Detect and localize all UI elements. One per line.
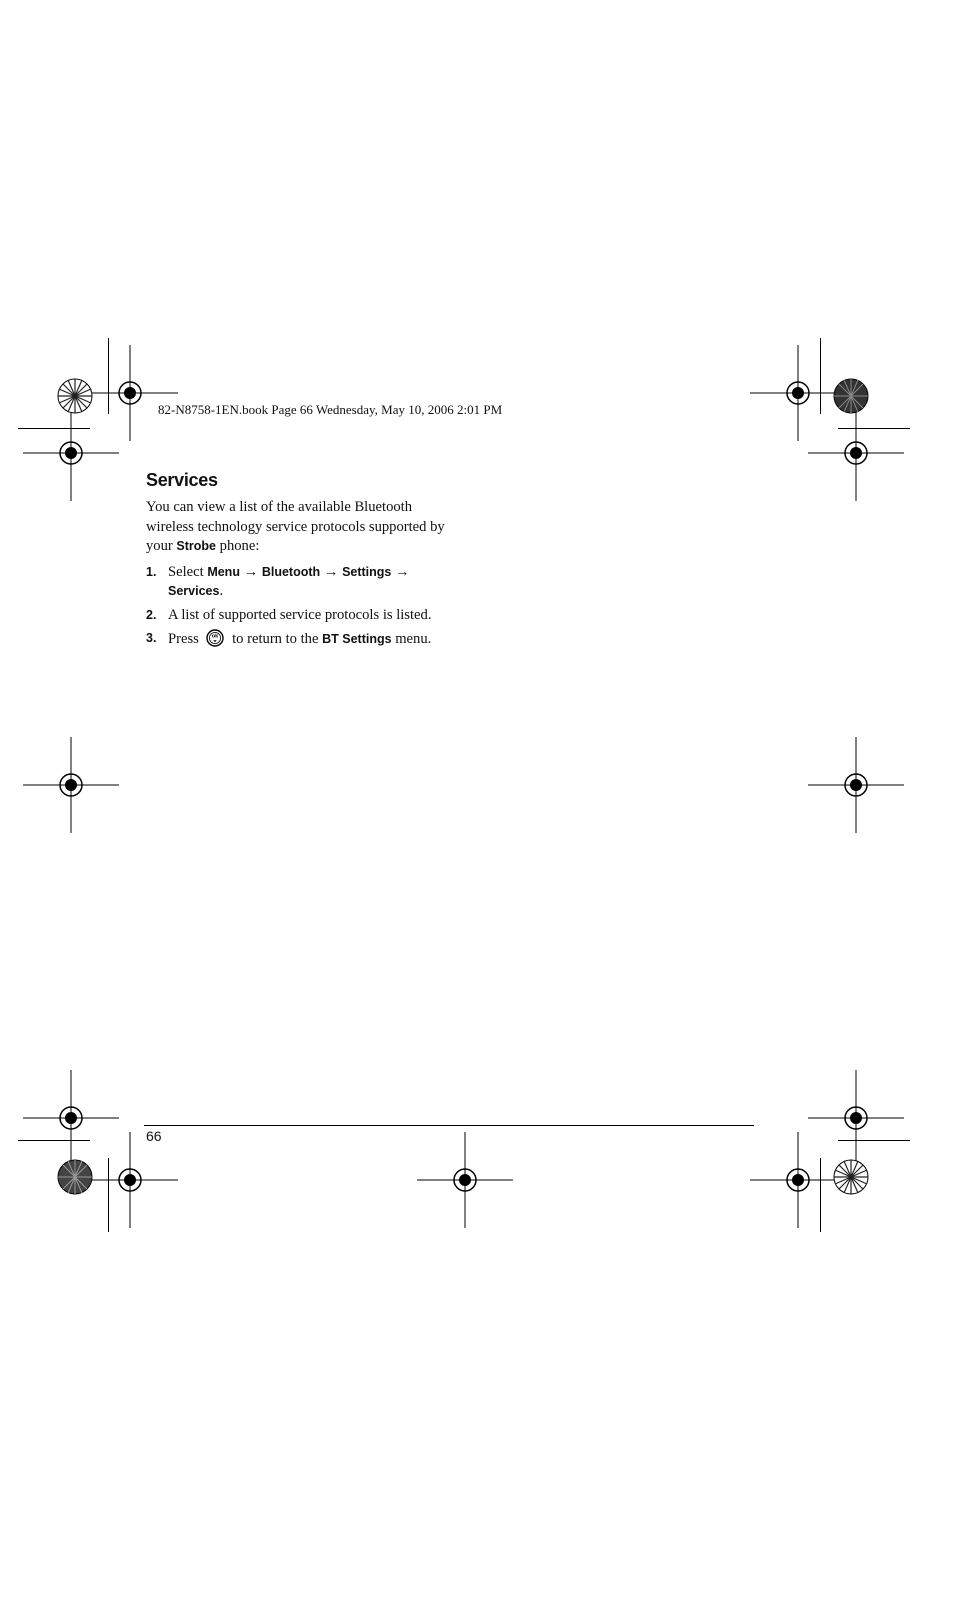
bluetooth-label: Bluetooth <box>261 564 321 579</box>
ok-key-icon <box>206 629 224 647</box>
arrow: → <box>239 563 262 580</box>
services-label: Services <box>168 584 220 598</box>
intro-text-end: phone: <box>216 538 260 554</box>
registration-mark <box>417 1132 513 1228</box>
svg-text:ok: ok <box>212 633 219 640</box>
registration-mark <box>23 737 119 833</box>
list-item <box>146 563 446 602</box>
page-number: 66 <box>146 1128 162 1144</box>
menu-label: Menu <box>207 564 240 579</box>
starburst-mark <box>57 1159 93 1195</box>
page-content <box>146 470 446 654</box>
section-title: Services <box>146 470 218 490</box>
registration-mark <box>808 737 904 833</box>
print-info-header: 82-N8758-1EN.book Page 66 Wednesday, May 10, 2006 2:01 PM <box>158 402 503 417</box>
starburst-mark <box>57 378 93 414</box>
trim-line <box>18 1140 90 1141</box>
step-text: Select <box>168 563 208 580</box>
starburst-mark <box>833 1159 869 1195</box>
registration-mark <box>750 1132 846 1228</box>
starburst-mark <box>833 378 869 414</box>
step-text: Press <box>168 631 199 647</box>
registration-mark <box>808 405 904 501</box>
phone-name: Strobe <box>176 539 216 553</box>
steps-list <box>146 563 446 650</box>
bt-settings-label: BT Settings <box>322 632 392 646</box>
intro-text: You can view a list of the available Bluetooth wireless technology service protocols supported by your <box>146 499 445 554</box>
registration-mark <box>23 405 119 501</box>
registration-mark <box>82 1132 178 1228</box>
settings-label: Settings <box>342 564 392 579</box>
arrow: → <box>320 563 343 580</box>
list-item <box>146 606 446 626</box>
list-item <box>146 629 446 650</box>
step-text-end: menu. <box>391 631 432 647</box>
step-number: 1. <box>146 564 157 579</box>
step-text: to return to the <box>232 631 323 647</box>
step-number: 2. <box>146 607 157 622</box>
arrow: → <box>391 563 410 580</box>
step-number: 3. <box>146 631 157 645</box>
trim-line <box>838 1140 910 1141</box>
intro-paragraph <box>146 498 446 557</box>
footer-rule <box>144 1125 754 1126</box>
period: . <box>219 583 224 599</box>
step-text: A list of supported service protocols is listed. <box>168 606 432 623</box>
